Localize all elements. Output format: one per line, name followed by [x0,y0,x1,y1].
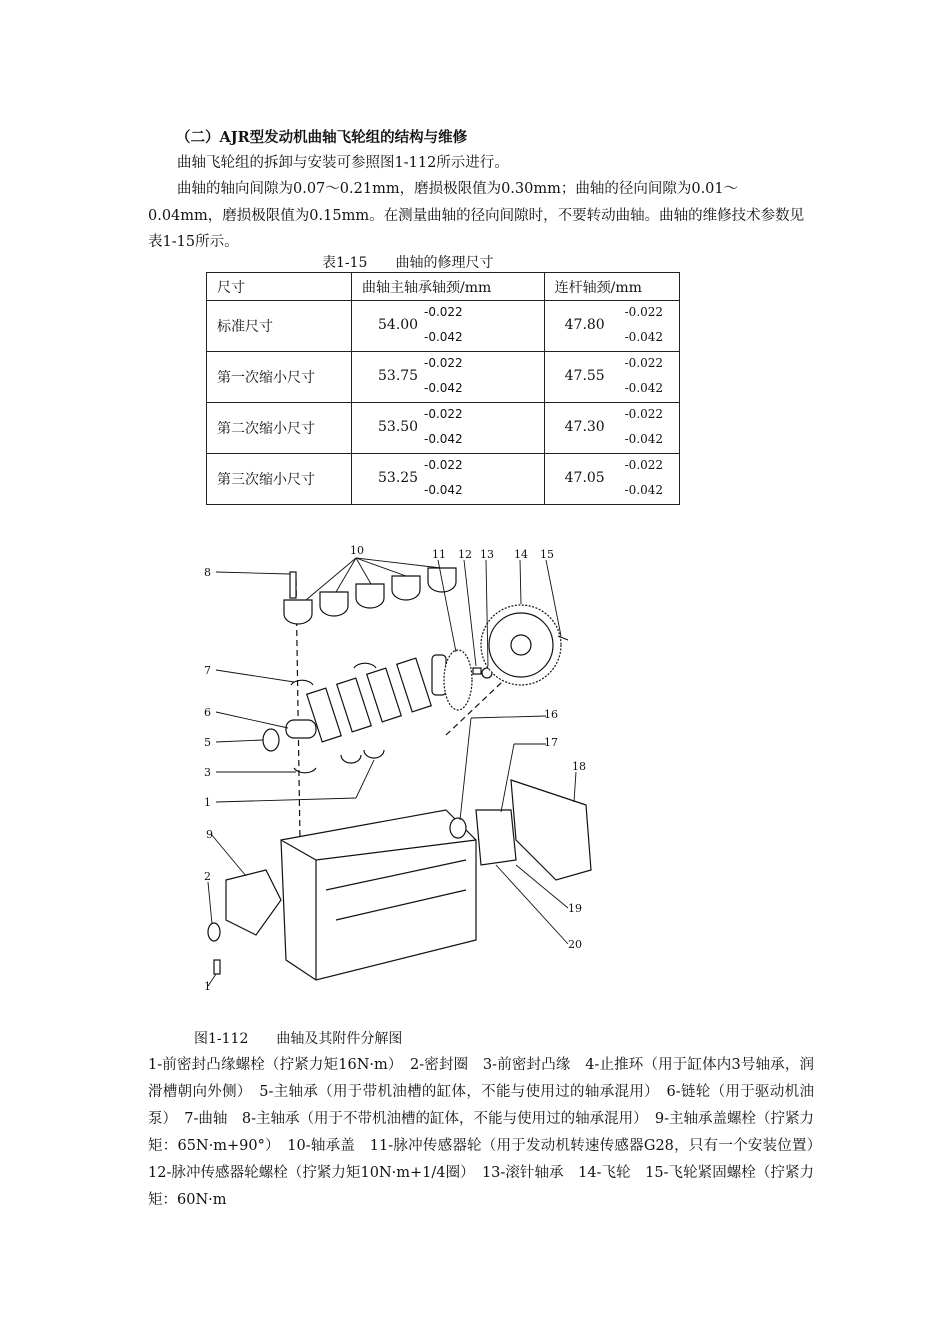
callout: 18 [572,760,586,773]
table-header-row [207,273,680,301]
main-tolerance-upper: -0.022 [424,356,463,370]
main-journal-value: 53.50 [378,419,419,435]
rod-tolerance-lower: -0.042 [624,330,664,344]
crankshaft [286,655,446,742]
rod-tolerance-lower: -0.042 [624,381,664,395]
rod-journal-value: 47.55 [564,368,605,384]
callout: 10 [350,544,364,557]
main-tolerance-upper: -0.022 [424,305,463,319]
callout: 3 [204,766,211,779]
callout: 20 [568,938,582,951]
table-row [207,352,680,403]
main-tolerance-lower: -0.042 [424,381,463,395]
main-journal-value: 53.25 [378,470,419,486]
thrust-ring [341,755,361,763]
pulse-wheel-bolt [473,668,481,674]
crankshaft-exploded-diagram [196,540,616,1000]
rod-journal-value: 47.30 [564,419,605,435]
rod-journal-cell [545,301,679,351]
chain-sprocket [263,729,279,751]
main-journal-cell [352,352,544,402]
main-tolerance-upper: -0.022 [424,407,463,421]
section-heading: （二）AJR型发动机曲轴飞轮组的结构与维修 [176,129,468,146]
paragraph-clearance: 曲轴的轴向间隙为0.07～0.21mm，磨损极限值为0.30mm；曲轴的径向间隙为0.01～0.04mm，磨损极限值为0.15mm。在测量曲轴的径向间隙时，不要转动曲轴。曲轴的维修技术参数见表1-15所示。 [148,181,805,250]
callout: 15 [540,548,554,561]
rod-tolerance-lower: -0.042 [624,432,664,446]
figure-legend: 1-前密封凸缘螺栓（拧紧力矩16N·m） 2-密封圈 3-前密封凸缘 4-止推环（用于缸体内3号轴承，润滑槽朝向外侧） 5-主轴承（用于带机油槽的缸体，不能与使用过的轴承混用） 6-链轮（用于驱动机油泵） 7-曲轴 8-主轴承（用于不带机油槽的缸体，不能与使用过的轴承混用） 9-主轴承盖螺栓（拧紧力矩：65N·m+90°） 10-轴承盖 11-脉冲传感器轮（用于发动机转速传感器G28，只有一个安装位置） 12-脉冲传感器轮螺栓（拧紧力矩10N·m+1/4圈） 13-滚针轴承 14-飞轮 15-飞轮紧固螺栓（拧紧力矩：60N·m [148,1057,829,1208]
flange-bolt [214,960,220,974]
table-row [207,454,680,505]
callout: 9 [206,828,213,841]
upper-bearing-shell [291,680,313,685]
rod-tolerance-upper: -0.022 [624,356,664,370]
rear-cover-plate [511,780,591,880]
header-rod-journal: 连杆轴颈/mm [544,273,679,301]
main-journal-value: 53.75 [378,368,419,384]
rod-journal-cell [545,352,679,402]
pulse-sensor-wheel [444,650,472,710]
rear-seal-flange [476,810,516,865]
callout: 11 [432,548,446,561]
rod-journal-value: 47.80 [564,317,605,333]
header-size: 尺寸 [207,273,352,301]
table-row [207,403,680,454]
callout: 12 [458,548,472,561]
table-caption: 表1-15 曲轴的修理尺寸 [322,255,494,271]
callout: 14 [514,548,528,561]
seal-ring [450,818,466,838]
rod-tolerance-upper: -0.022 [624,458,664,472]
paragraph-intro: 曲轴飞轮组的拆卸与安装可参照图1-112所示进行。 [177,155,509,171]
row-name: 标准尺寸 [207,301,352,352]
thrust-ring [364,750,384,758]
header-main-journal: 曲轴主轴承轴颈/mm [352,273,545,301]
engine-block [281,810,476,980]
callout: 6 [204,706,211,719]
rod-journal-cell [545,403,679,453]
callout: 2 [204,870,211,883]
seal-ring [208,923,220,941]
callout: 13 [480,548,494,561]
callout: 7 [204,664,211,677]
rod-journal-cell [545,454,679,504]
repair-size-table [206,272,680,505]
callout: 16 [544,708,558,721]
row-name: 第一次缩小尺寸 [207,352,352,403]
table-row [207,301,680,352]
row-name: 第三次缩小尺寸 [207,454,352,505]
main-journal-cell [352,301,544,351]
main-tolerance-lower: -0.042 [424,330,463,344]
upper-bearing-shell [354,663,376,668]
callout: 5 [204,736,211,749]
lower-bearing-shell [294,768,316,773]
rod-journal-value: 47.05 [564,470,605,486]
main-journal-value: 54.00 [378,317,419,333]
callout: 1 [204,980,211,993]
main-tolerance-lower: -0.042 [424,432,463,446]
main-bearing-cap-bolt [290,572,296,598]
flywheel [481,605,561,685]
main-tolerance-upper: -0.022 [424,458,463,472]
callout: 17 [544,736,558,749]
main-tolerance-lower: -0.042 [424,483,463,497]
rod-tolerance-upper: -0.022 [624,407,664,421]
main-journal-cell [352,454,544,504]
row-name: 第二次缩小尺寸 [207,403,352,454]
rod-tolerance-upper: -0.022 [624,305,664,319]
callout: 19 [568,902,582,915]
callout: 8 [204,566,211,579]
main-journal-cell [352,403,544,453]
figure-caption: 图1-112 曲轴及其附件分解图 [194,1031,403,1047]
rod-tolerance-lower: -0.042 [624,483,664,497]
bearing-caps [284,568,456,624]
callout: 1 [204,796,211,809]
front-seal-flange [226,870,281,935]
